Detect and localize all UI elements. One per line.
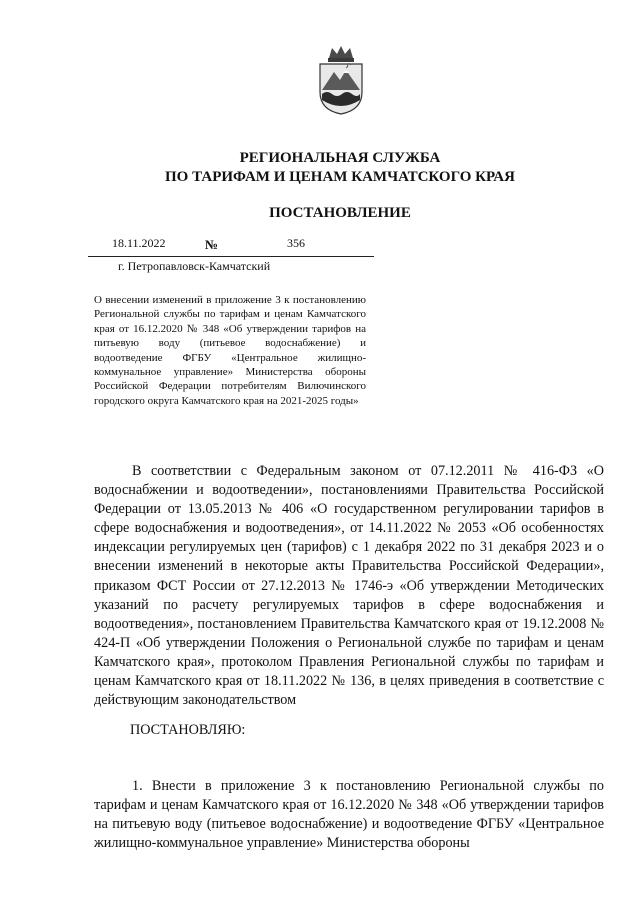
preamble-paragraph: В соответствии с Федеральным законом от 07.12.2011 № 416-ФЗ «О водоснабжении и водоотведении», постановлениями Правительства Российской Федерации от 13.05.2013 № 406 «О государственном регулировании тарифов в сфере водоснабжения и водоотведения», от 14.11.2022 № 2053 «Об особенностях индексации регулируемых цен (тарифов) с 1 декабря 2022 по 31 декабря 2023 и о внесении изменений в некоторые акты Правительства Российской Федерации», приказом ФСТ России от 27.12.2013 № 1746-э «Об утверждении Методических указаний по расчету регулируемых тарифов в сфере водоснабжения и водоотведения», постановлением Правительства Камчатского края от 19.12.2008 № 424-П «Об утверждении Положения о Региональной службе по тарифам и ценам Камчатского края», протоколом Правления Региональной службы по тарифам и ценам Камчатского края от 18.11.2022 № 136, в целях приведения в соответствие с действующим законодательством — [94, 463, 604, 709]
document-number: 356 — [287, 236, 305, 250]
document-type: ПОСТАНОВЛЕНИЕ — [269, 205, 411, 221]
document-subject: О внесении изменений в приложение 3 к постановлению Региональной службы по тарифам и ценам Камчатского края от 16.12.2020 № 348 «Об утверждении тарифов на питьевую воду (питьевое водоснабжение) и водоотведение ФГБУ «Центральное жилищно-коммунальное управление» Министерства обороны Российской Федерации потребителям Вилючинского городского округа Камчатского края на 2021-2025 годы» — [94, 294, 366, 407]
clause-1-paragraph: 1. Внести в приложение 3 к постановлению Региональной службы по тарифам и ценам Камчатского края от 16.12.2020 № 348 «Об утверждении тарифов на питьевую воду (питьевое водоснабжение) и водоотведение ФГБУ «Центральное жилищно-коммунальное управление» Министерства обороны — [94, 778, 604, 852]
number-sign: № — [205, 237, 219, 252]
org-name-line1: РЕГИОНАЛЬНАЯ СЛУЖБА — [239, 150, 441, 166]
header-divider — [88, 256, 374, 257]
org-name-line2: ПО ТАРИФАМ И ЦЕНАМ КАМЧАТСКОГО КРАЯ — [165, 169, 515, 185]
decree-heading: ПОСТАНОВЛЯЮ: — [130, 722, 246, 738]
document-city: г. Петропавловск-Камчатский — [118, 259, 271, 273]
document-date: 18.11.2022 — [112, 236, 166, 250]
coat-of-arms-icon — [316, 44, 366, 116]
